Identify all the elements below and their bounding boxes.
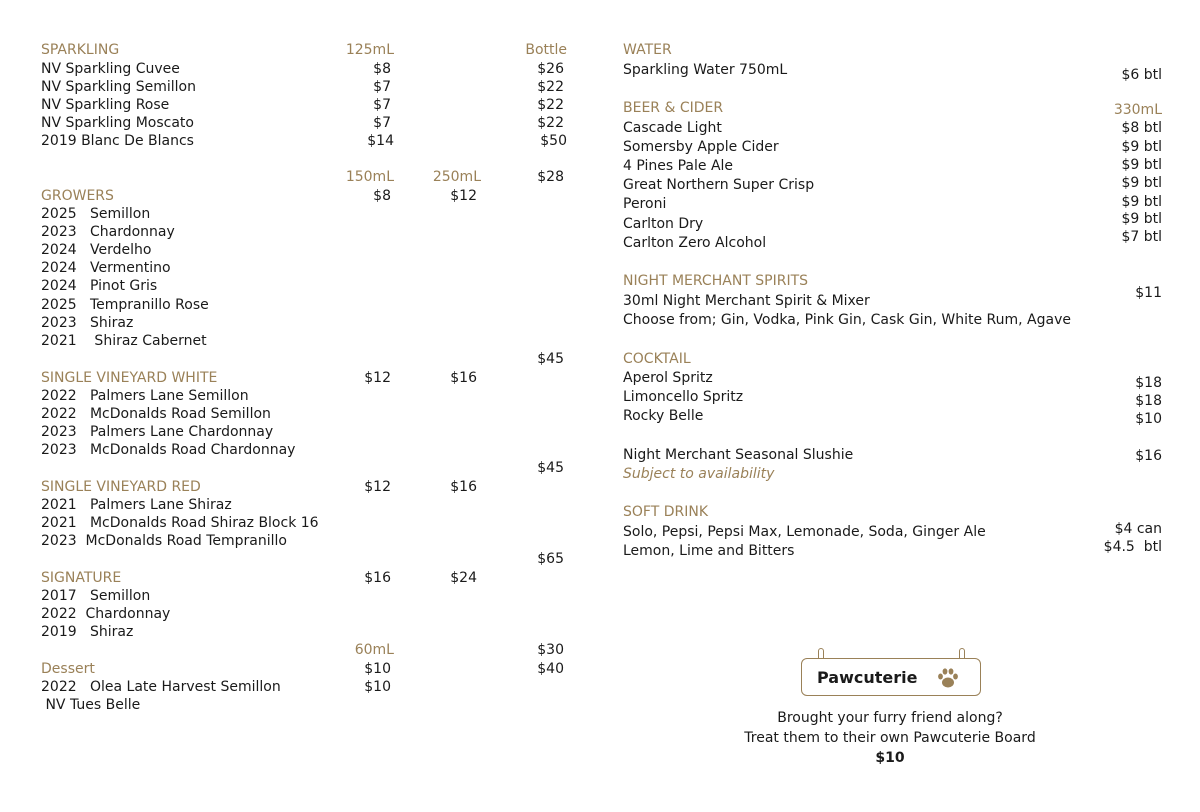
- list-item-price: $9 btl: [1121, 175, 1162, 191]
- dessert-bottle-price: $40: [537, 661, 564, 677]
- list-item-name: 2019 Blanc De Blancs: [41, 133, 194, 149]
- paw-icon: [936, 666, 960, 690]
- list-item-name: 30ml Night Merchant Spirit & Mixer: [623, 293, 870, 309]
- list-item: 2022 Chardonnay: [41, 606, 171, 622]
- list-item: 2019 Shiraz: [41, 624, 134, 640]
- list-item-name: NV Sparkling Rose: [41, 97, 170, 113]
- list-item: 2025 Tempranillo Rose: [41, 297, 209, 313]
- list-item-price: $4 can: [1114, 521, 1162, 537]
- list-item-price: $4.5 btl: [1103, 539, 1162, 555]
- list-item-price: $10: [364, 679, 391, 695]
- list-item-bottle-price: $22: [537, 79, 564, 95]
- spirits-note: Choose from; Gin, Vodka, Pink Gin, Cask Gin, White Rum, Agave: [623, 312, 1071, 328]
- list-item-name: NV Sparkling Cuvee: [41, 61, 180, 77]
- dessert-price: $10: [364, 661, 391, 677]
- dessert-bottle-top: $30: [537, 642, 564, 658]
- sparkling-bottle-label: Bottle: [525, 42, 567, 58]
- list-item: 2021 Palmers Lane Shiraz: [41, 497, 232, 513]
- growers-heading: GROWERS: [41, 188, 114, 204]
- list-item-name: NV Sparkling Moscato: [41, 115, 194, 131]
- sv-red-price-150: $12: [364, 479, 391, 495]
- pawcuterie-price: $10: [875, 750, 905, 766]
- list-item-name: Carlton Zero Alcohol: [623, 235, 767, 251]
- list-item: 2022 Olea Late Harvest Semillon: [41, 679, 281, 695]
- sparkling-glass-size: 125mL: [345, 42, 394, 58]
- growers-size-250: 250mL: [432, 169, 481, 185]
- list-item-name: Carlton Dry: [623, 216, 704, 232]
- list-item-glass-price: $14: [367, 133, 394, 149]
- sv-white-price-150: $12: [364, 370, 391, 386]
- list-item: 2021 Shiraz Cabernet: [41, 333, 207, 349]
- list-item-bottle-price: $26: [537, 61, 564, 77]
- list-item-name: Peroni: [623, 196, 667, 212]
- list-item: 2025 Semillon: [41, 206, 151, 222]
- growers-bottle-price: $28: [537, 169, 564, 185]
- beer-size: 330mL: [1113, 102, 1162, 118]
- list-item-price: $18: [1135, 393, 1162, 409]
- list-item-name: Cascade Light: [623, 120, 722, 136]
- soft-drink-heading: SOFT DRINK: [623, 504, 709, 520]
- signature-price-250: $24: [450, 570, 477, 586]
- list-item: 2024 Vermentino: [41, 260, 171, 276]
- cocktail-heading: COCKTAIL: [623, 351, 691, 367]
- list-item-name: NV Sparkling Semillon: [41, 79, 196, 95]
- list-item-price: $7 btl: [1121, 229, 1162, 245]
- signature-price-150: $16: [364, 570, 391, 586]
- list-item: 2023 Shiraz: [41, 315, 134, 331]
- list-item-name: Sparkling Water 750mL: [623, 62, 788, 78]
- list-item: NV Tues Belle: [41, 697, 141, 713]
- list-item-price: $16: [1135, 448, 1162, 464]
- sv-red-heading: SINGLE VINEYARD RED: [41, 479, 201, 495]
- list-item: 2024 Verdelho: [41, 242, 152, 258]
- list-item: 2017 Semillon: [41, 588, 151, 604]
- list-item: 2022 Palmers Lane Semillon: [41, 388, 249, 404]
- list-item-price: $9 btl: [1121, 139, 1162, 155]
- growers-price-150: $8: [373, 188, 391, 204]
- list-item: 2021 McDonalds Road Shiraz Block 16: [41, 515, 319, 531]
- pawcuterie-line1: Brought your furry friend along?: [777, 710, 1003, 726]
- list-item-name: Night Merchant Seasonal Slushie: [623, 447, 854, 463]
- list-item-bottle-price: $22: [537, 97, 564, 113]
- signature-bottle-price: $65: [537, 551, 564, 567]
- list-item-price: $6 btl: [1121, 67, 1162, 83]
- spirits-heading: NIGHT MERCHANT SPIRITS: [623, 273, 809, 289]
- list-item-price: $9 btl: [1121, 157, 1162, 173]
- growers-size-150: 150mL: [345, 169, 394, 185]
- list-item: 2023 McDonalds Road Tempranillo: [41, 533, 287, 549]
- dessert-heading: Dessert: [41, 661, 95, 677]
- list-item: 2022 McDonalds Road Semillon: [41, 406, 271, 422]
- pawcuterie-line2: Treat them to their own Pawcuterie Board: [744, 730, 1036, 746]
- list-item-glass-price: $7: [373, 115, 391, 131]
- signature-heading: SIGNATURE: [41, 570, 122, 586]
- list-item-price: $9 btl: [1121, 194, 1162, 210]
- list-item: 2023 Palmers Lane Chardonnay: [41, 424, 274, 440]
- list-item-name: Limoncello Spritz: [623, 389, 744, 405]
- list-item-price: $18: [1135, 375, 1162, 391]
- sv-white-heading: SINGLE VINEYARD WHITE: [41, 370, 218, 386]
- sv-white-price-250: $16: [450, 370, 477, 386]
- list-item-name: Somersby Apple Cider: [623, 139, 779, 155]
- list-item-glass-price: $8: [373, 61, 391, 77]
- slushie-note: Subject to availability: [623, 466, 775, 482]
- sparkling-heading: SPARKLING: [41, 42, 120, 58]
- list-item-price: $8 btl: [1121, 120, 1162, 136]
- list-item: 2023 Chardonnay: [41, 224, 175, 240]
- list-item-glass-price: $7: [373, 97, 391, 113]
- list-item-name: Rocky Belle: [623, 408, 704, 424]
- list-item: 2023 McDonalds Road Chardonnay: [41, 442, 296, 458]
- list-item-price: $11: [1135, 285, 1162, 301]
- list-item-name: 4 Pines Pale Ale: [623, 158, 734, 174]
- list-item-name: Great Northern Super Crisp: [623, 177, 815, 193]
- pawcuterie-sign: [801, 658, 981, 696]
- sv-red-price-250: $16: [450, 479, 477, 495]
- list-item-name: Aperol Spritz: [623, 370, 713, 386]
- pawcuterie-title: Pawcuterie: [817, 668, 918, 687]
- list-item-name: Lemon, Lime and Bitters: [623, 543, 795, 559]
- list-item-bottle-price: $22: [537, 115, 564, 131]
- growers-price-250: $12: [450, 188, 477, 204]
- list-item-price: $9 btl: [1121, 211, 1162, 227]
- dessert-size: 60mL: [354, 642, 394, 658]
- beer-heading: BEER & CIDER: [623, 100, 724, 116]
- sv-red-bottle-price: $45: [537, 460, 564, 476]
- list-item-glass-price: $7: [373, 79, 391, 95]
- list-item-name: Solo, Pepsi, Pepsi Max, Lemonade, Soda, Ginger Ale: [623, 524, 986, 540]
- list-item-bottle-price: $50: [540, 133, 567, 149]
- water-heading: WATER: [623, 42, 672, 58]
- list-item: 2024 Pinot Gris: [41, 278, 158, 294]
- list-item-price: $10: [1135, 411, 1162, 427]
- sv-white-bottle-price: $45: [537, 351, 564, 367]
